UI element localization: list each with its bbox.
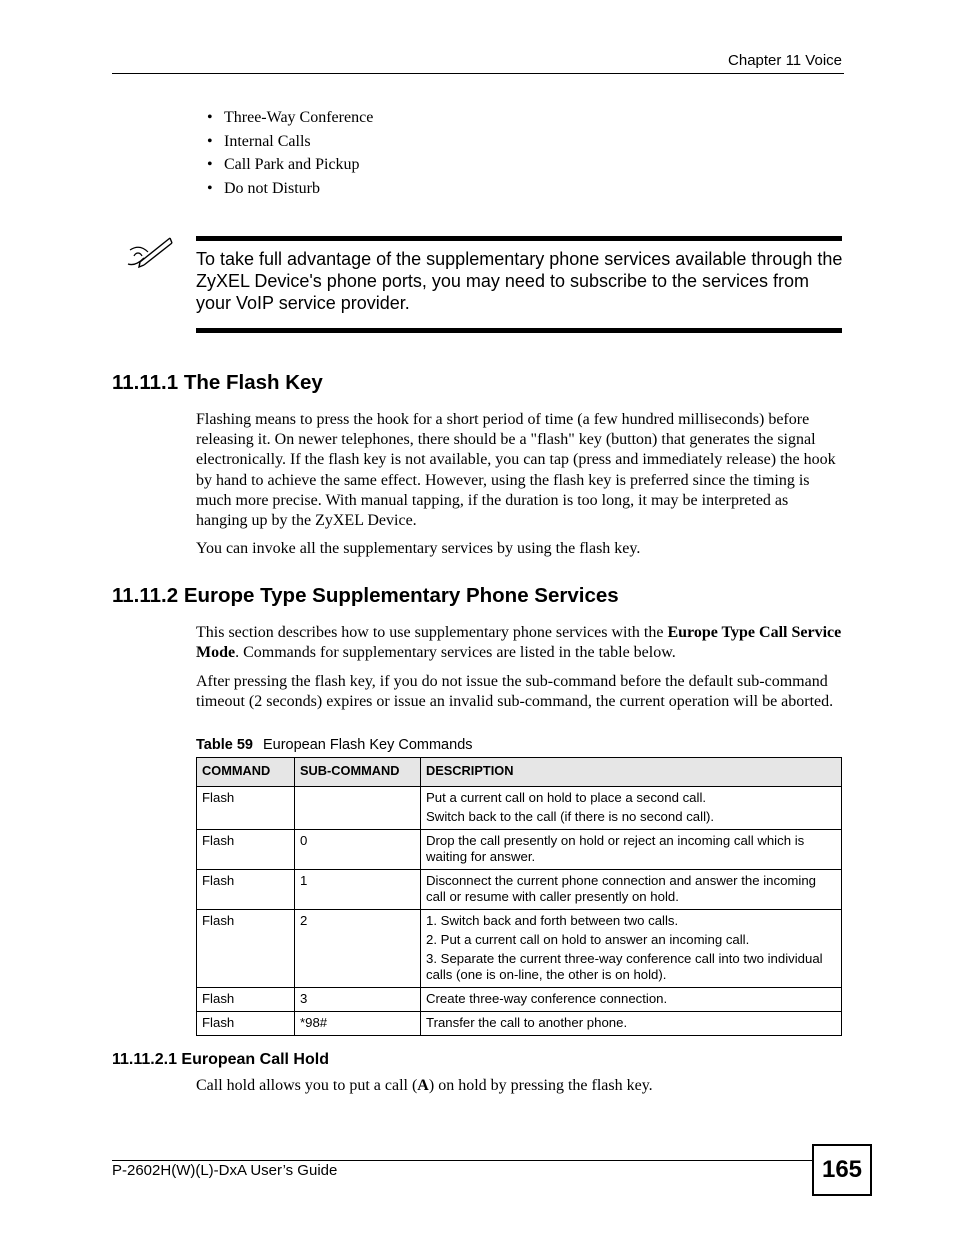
flash-key-commands-table bbox=[196, 757, 842, 1036]
note-top-rule bbox=[196, 236, 842, 241]
description-cell bbox=[421, 910, 842, 988]
note-text: To take full advantage of the supplementary phone services available through the ZyXEL Device's phone ports, you may need to subscribe to the services from your VoIP service provider. bbox=[196, 249, 843, 313]
section-heading-europe-services: 11.11.2 Europe Type Supplementary Phone Services bbox=[112, 584, 619, 607]
list-item: • Call Park and Pickup bbox=[207, 153, 373, 177]
table-row bbox=[197, 830, 842, 870]
description-line: 1. Switch back and forth between two calls. bbox=[426, 913, 679, 928]
description-line: Switch back to the call (if there is no second call). bbox=[426, 809, 715, 824]
list-item: • Internal Calls bbox=[207, 130, 373, 154]
table-row bbox=[197, 1012, 842, 1036]
command-cell: Flash bbox=[197, 870, 295, 910]
table-row bbox=[197, 870, 842, 910]
description-cell bbox=[421, 1012, 842, 1036]
sub-command-cell: *98# bbox=[295, 1012, 421, 1036]
feature-bullet-list bbox=[207, 106, 373, 200]
running-header: Chapter 11 Voice bbox=[728, 52, 842, 69]
description-cell bbox=[421, 830, 842, 870]
list-item: • Do not Disturb bbox=[207, 177, 373, 201]
subsection-heading-call-hold: 11.11.2.1 European Call Hold bbox=[112, 1051, 329, 1068]
command-cell: Flash bbox=[197, 1012, 295, 1036]
column-header-command: COMMAND bbox=[197, 758, 295, 787]
description-cell bbox=[421, 870, 842, 910]
description-cell bbox=[421, 988, 842, 1012]
pen-icon bbox=[126, 236, 174, 270]
description-line: Transfer the call to another phone. bbox=[426, 1015, 628, 1030]
guide-title: P-2602H(W)(L)-DxA User’s Guide bbox=[112, 1162, 338, 1179]
footer-divider bbox=[112, 1160, 812, 1161]
section-heading-flash-key: 11.11.1 The Flash Key bbox=[112, 371, 323, 394]
description-line: 2. Put a current call on hold to answer an incoming call. bbox=[426, 932, 750, 947]
command-cell: Flash bbox=[197, 988, 295, 1012]
note-bottom-rule bbox=[196, 328, 842, 333]
europe-intro-paragraph: This section describes how to use supplementary phone services with the Europe Type Call Service Mode. Commands for supplementary services are listed in the table below. bbox=[196, 624, 842, 662]
description-line: Create three-way conference connection. bbox=[426, 991, 668, 1006]
column-header-description: DESCRIPTION bbox=[421, 758, 842, 787]
table-row bbox=[197, 988, 842, 1012]
command-cell: Flash bbox=[197, 830, 295, 870]
description-line: 3. Separate the current three-way conference call into two individual calls (one is on-line, the other is on hold). bbox=[426, 951, 823, 982]
column-header-sub-command: SUB-COMMAND bbox=[295, 758, 421, 787]
sub-command-cell: 3 bbox=[295, 988, 421, 1012]
description-line: Drop the call presently on hold or reject an incoming call which is waiting for answer. bbox=[426, 833, 805, 864]
table-caption: Table 59 European Flash Key Commands bbox=[196, 737, 473, 753]
flash-key-invoke-paragraph: You can invoke all the supplementary services by using the flash key. bbox=[196, 540, 641, 557]
page-number: 165 bbox=[812, 1144, 872, 1196]
flash-key-paragraph: Flashing means to press the hook for a short period of time (a few hundred milliseconds) before releasing it. On newer telephones, there should be a "flash" key (button) that generates the signal electronically. If the flash key is not available, you can tap (press and immediately release) the hook by hand to achieve the same effect. However, using the flash key is preferred since the timing is much more precise. With manual tapping, if the duration is too long, it may be interpreted as hanging up by the ZyXEL Device. bbox=[196, 411, 836, 530]
sub-command-cell: 2 bbox=[295, 910, 421, 988]
table-header-row bbox=[197, 758, 842, 787]
table-row bbox=[197, 787, 842, 830]
description-line: Put a current call on hold to place a second call. bbox=[426, 790, 707, 805]
sub-command-cell bbox=[295, 787, 421, 830]
list-item: • Three-Way Conference bbox=[207, 106, 373, 130]
europe-timeout-paragraph: After pressing the flash key, if you do not issue the sub-command before the default sub-command timeout (2 seconds) expires or issue an invalid sub-command, the current operation will be aborted. bbox=[196, 673, 834, 711]
table-row bbox=[197, 910, 842, 988]
command-cell: Flash bbox=[197, 787, 295, 830]
call-hold-paragraph: Call hold allows you to put a call (A) on hold by pressing the flash key. bbox=[196, 1077, 653, 1094]
description-cell bbox=[421, 787, 842, 830]
command-cell: Flash bbox=[197, 910, 295, 988]
description-line: Disconnect the current phone connection and answer the incoming call or resume with caller presently on hold. bbox=[426, 873, 817, 904]
header-divider bbox=[112, 73, 844, 74]
sub-command-cell: 1 bbox=[295, 870, 421, 910]
sub-command-cell: 0 bbox=[295, 830, 421, 870]
